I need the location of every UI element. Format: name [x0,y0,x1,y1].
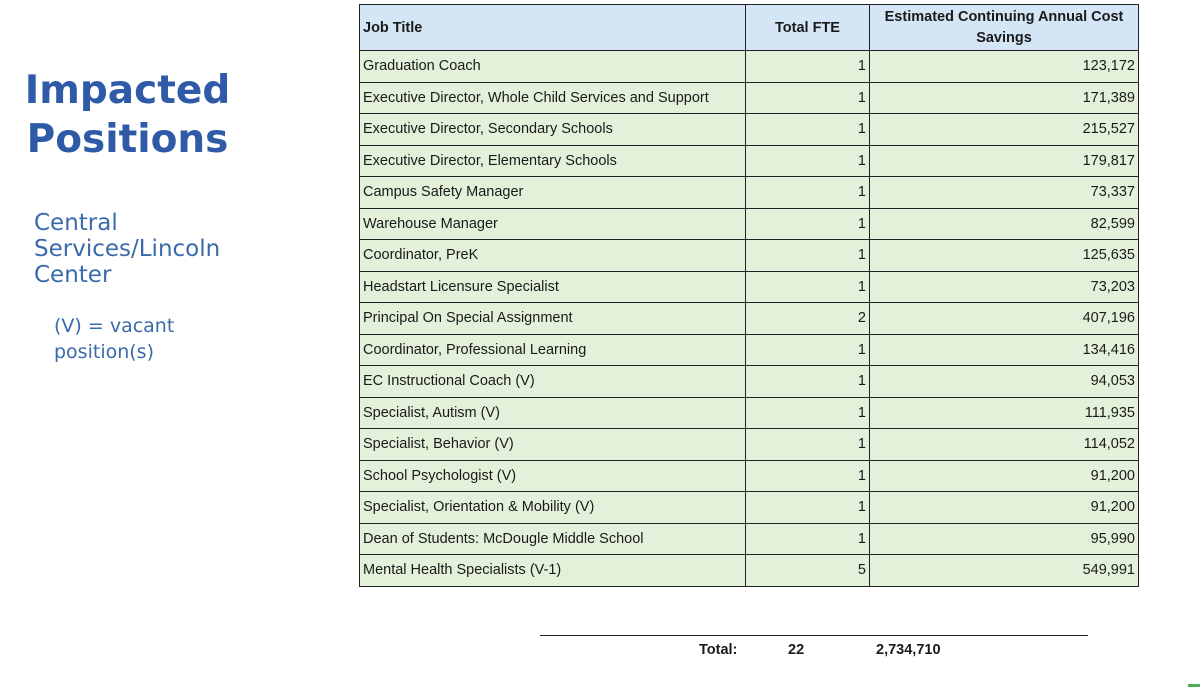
total-fte-value: 22 [788,642,805,658]
table-row [360,82,1139,114]
cost-savings-cell: 123,172 [870,51,1139,83]
job-title-cell: Executive Director, Elementary Schools [360,145,746,177]
column-header-savings: Estimated Continuing Annual Cost Savings [870,5,1139,51]
page-title-line-2: Positions [26,117,229,162]
fte-cell: 1 [746,82,870,114]
fte-cell: 1 [746,366,870,398]
job-title-cell: Warehouse Manager [360,208,746,240]
job-title-cell: Specialist, Autism (V) [360,397,746,429]
table-row [360,334,1139,366]
fte-cell: 1 [746,145,870,177]
table-body [360,51,1139,587]
table-row [360,555,1139,587]
department-subtitle [34,210,274,288]
cost-savings-cell: 82,599 [870,208,1139,240]
cost-savings-cell: 95,990 [870,523,1139,555]
table-row [360,145,1139,177]
job-title-cell: Executive Director, Whole Child Services and Support [360,82,746,114]
cost-savings-cell: 407,196 [870,303,1139,335]
job-title-cell: School Psychologist (V) [360,460,746,492]
page-title-line-1: Impacted [24,68,231,113]
table-row [360,429,1139,461]
page-title [0,66,255,164]
fte-cell: 1 [746,271,870,303]
fte-cell: 2 [746,303,870,335]
cost-savings-cell: 215,527 [870,114,1139,146]
column-header-total-fte: Total FTE [746,5,870,51]
cost-savings-cell: 171,389 [870,82,1139,114]
job-title-cell: Campus Safety Manager [360,177,746,209]
cost-savings-cell: 179,817 [870,145,1139,177]
cost-savings-cell: 114,052 [870,429,1139,461]
table-row [360,240,1139,272]
vacancy-legend-note [54,313,254,365]
impacted-positions-table [359,4,1139,587]
job-title-cell: Specialist, Behavior (V) [360,429,746,461]
job-title-cell: EC Instructional Coach (V) [360,366,746,398]
fte-cell: 5 [746,555,870,587]
table-row [360,397,1139,429]
job-title-cell: Coordinator, Professional Learning [360,334,746,366]
total-cost-value: 2,734,710 [876,642,941,658]
cost-savings-cell: 125,635 [870,240,1139,272]
job-title-cell: Executive Director, Secondary Schools [360,114,746,146]
cost-savings-cell: 91,200 [870,492,1139,524]
table-row [360,492,1139,524]
fte-cell: 1 [746,114,870,146]
cost-savings-cell: 549,991 [870,555,1139,587]
table-row [360,51,1139,83]
job-title-cell: Graduation Coach [360,51,746,83]
table-row [360,366,1139,398]
fte-cell: 1 [746,492,870,524]
fte-cell: 1 [746,334,870,366]
fte-cell: 1 [746,523,870,555]
column-header-job-title: Job Title [360,5,746,51]
note-line-2: position(s) [54,341,154,363]
fte-cell: 1 [746,177,870,209]
job-title-cell: Headstart Licensure Specialist [360,271,746,303]
sidebar [0,0,350,687]
table-row [360,303,1139,335]
fte-cell: 1 [746,397,870,429]
cost-savings-cell: 134,416 [870,334,1139,366]
total-label: Total: [699,642,738,658]
job-title-cell: Specialist, Orientation & Mobility (V) [360,492,746,524]
cost-savings-cell: 73,337 [870,177,1139,209]
total-divider [540,635,1088,636]
note-line-1: (V) = vacant [54,315,175,337]
cost-savings-cell: 94,053 [870,366,1139,398]
fte-cell: 1 [746,240,870,272]
job-title-cell: Principal On Special Assignment [360,303,746,335]
job-title-cell: Mental Health Specialists (V-1) [360,555,746,587]
job-title-cell: Dean of Students: McDougle Middle School [360,523,746,555]
cost-savings-cell: 73,203 [870,271,1139,303]
subtitle-line-1: Central [34,210,118,236]
table-header-row [360,5,1139,51]
table-row [360,460,1139,492]
table-row [360,114,1139,146]
table-row [360,271,1139,303]
fte-cell: 1 [746,429,870,461]
cost-savings-cell: 111,935 [870,397,1139,429]
fte-cell: 1 [746,208,870,240]
job-title-cell: Coordinator, PreK [360,240,746,272]
fte-cell: 1 [746,51,870,83]
table-row [360,177,1139,209]
table-row [360,208,1139,240]
fte-cell: 1 [746,460,870,492]
subtitle-line-3: Center [34,262,112,288]
cost-savings-cell: 91,200 [870,460,1139,492]
subtitle-line-2: Services/Lincoln [34,236,221,262]
table-row [360,523,1139,555]
